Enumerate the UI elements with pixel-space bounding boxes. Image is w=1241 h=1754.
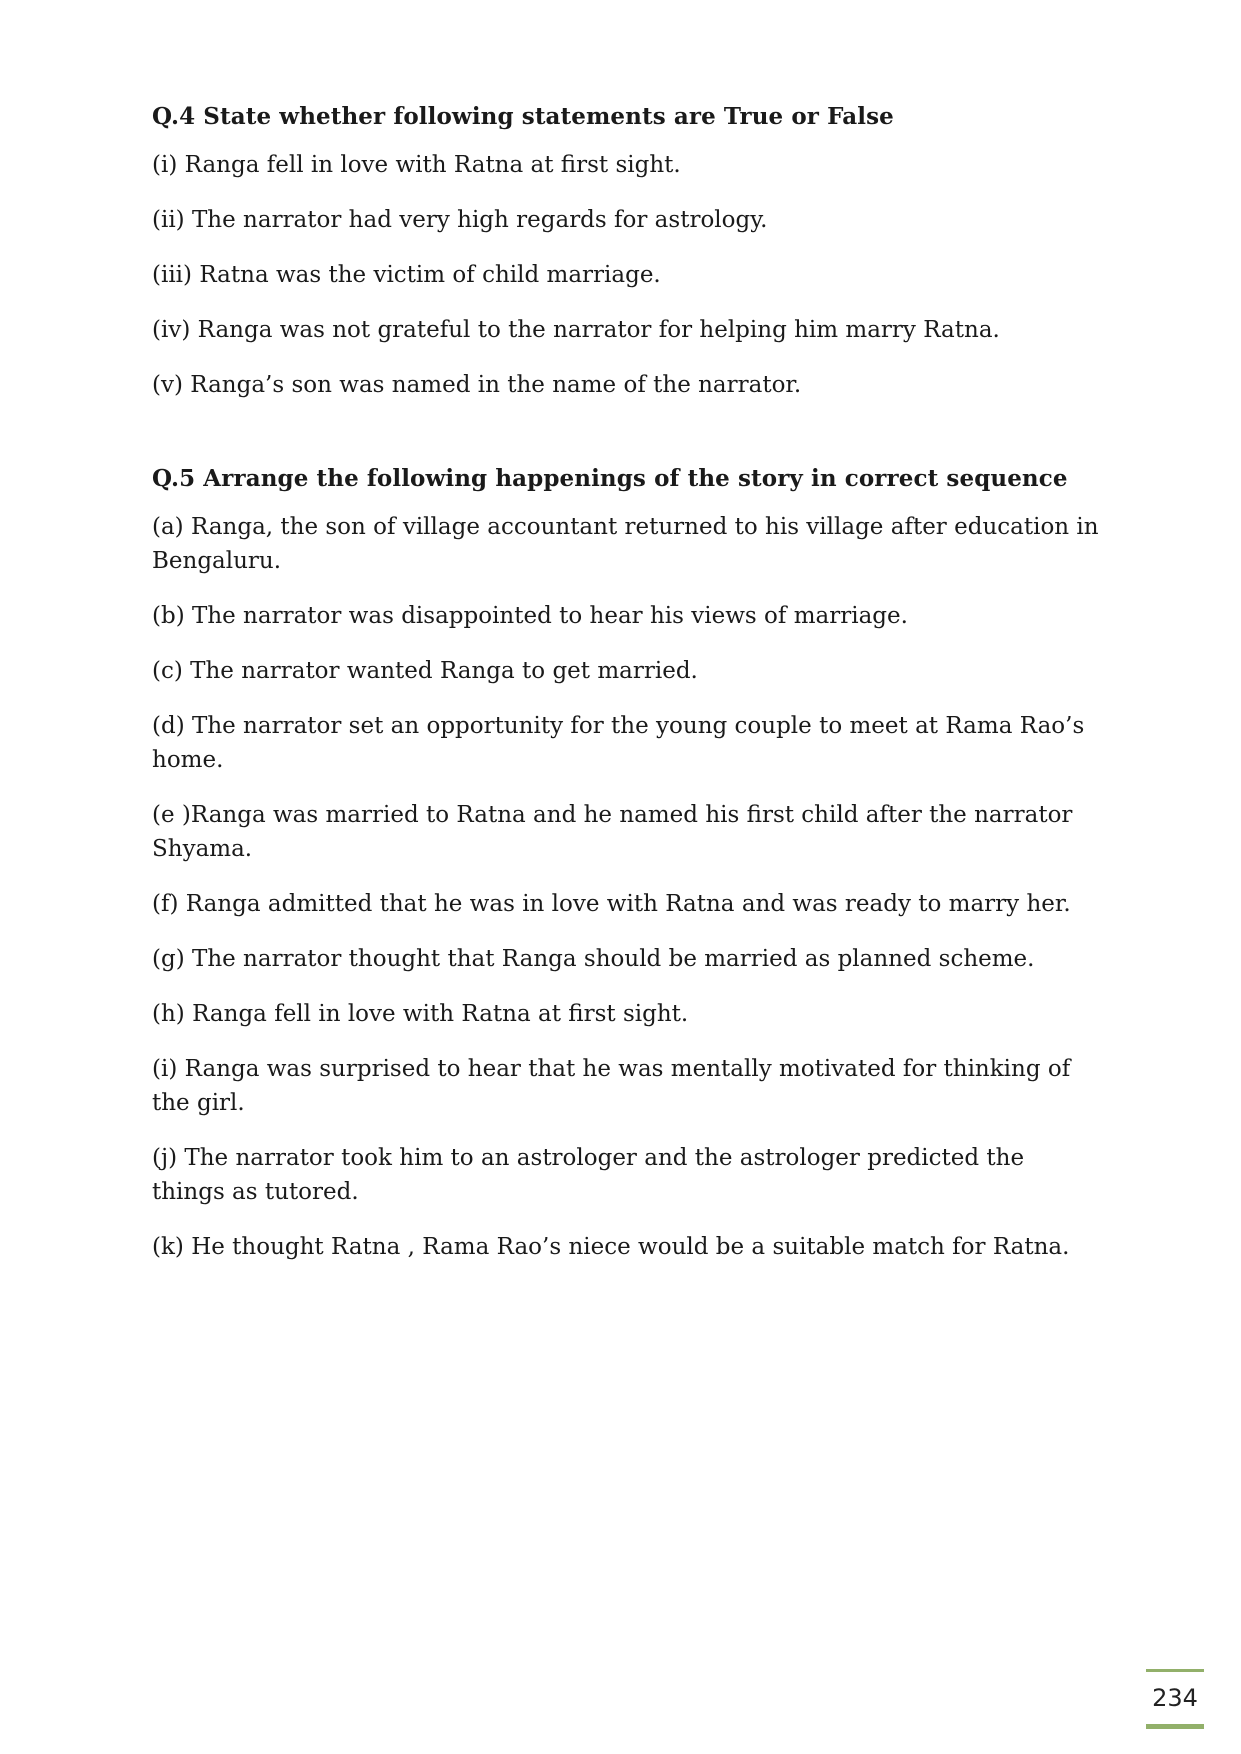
- happening-item: (g) The narrator thought that Ranga should be married as planned scheme.: [152, 946, 1035, 972]
- happening-item: (e )Ranga was married to Ratna and he named his first child after the narrator Shyama.: [152, 802, 1073, 862]
- statement-item: (i) Ranga fell in love with Ratna at first sight.: [152, 152, 681, 178]
- statement-item: (iv) Ranga was not grateful to the narrator for helping him marry Ratna.: [152, 317, 1000, 343]
- happening-item: (k) He thought Ratna , Rama Rao’s niece would be a suitable match for Ratna.: [152, 1234, 1070, 1260]
- question-4-statements: [152, 148, 1102, 402]
- question-5-block: [152, 462, 1102, 1264]
- happening-item: (a) Ranga, the son of village accountant returned to his village after education in Bengaluru.: [152, 514, 1099, 574]
- happening-item: (f) Ranga admitted that he was in love with Ratna and was ready to marry her.: [152, 891, 1071, 917]
- question-5-heading: Q.5 Arrange the following happenings of the story in correct sequence: [152, 465, 1068, 492]
- statement-item: (ii) The narrator had very high regards for astrology.: [152, 207, 768, 233]
- happening-item: (d) The narrator set an opportunity for the young couple to meet at Rama Rao’s home.: [152, 713, 1085, 773]
- statement-item: (iii) Ratna was the victim of child marriage.: [152, 262, 661, 288]
- statement-item: (v) Ranga’s son was named in the name of the narrator.: [152, 372, 802, 398]
- happening-item: (c) The narrator wanted Ranga to get married.: [152, 658, 698, 684]
- happening-item: (h) Ranga fell in love with Ratna at first sight.: [152, 1001, 689, 1027]
- question-4-heading: Q.4 State whether following statements are True or False: [152, 103, 894, 130]
- happening-item: (i) Ranga was surprised to hear that he was mentally motivated for thinking of the girl.: [152, 1056, 1071, 1116]
- document-page: [152, 100, 1102, 1285]
- happening-item: (b) The narrator was disappointed to hear his views of marriage.: [152, 603, 908, 629]
- question-5-happenings: [152, 510, 1102, 1264]
- question-4-block: [152, 100, 1102, 402]
- page-number: 234: [1146, 1669, 1204, 1729]
- happening-item: (j) The narrator took him to an astrologer and the astrologer predicted the things as tutored.: [152, 1145, 1025, 1205]
